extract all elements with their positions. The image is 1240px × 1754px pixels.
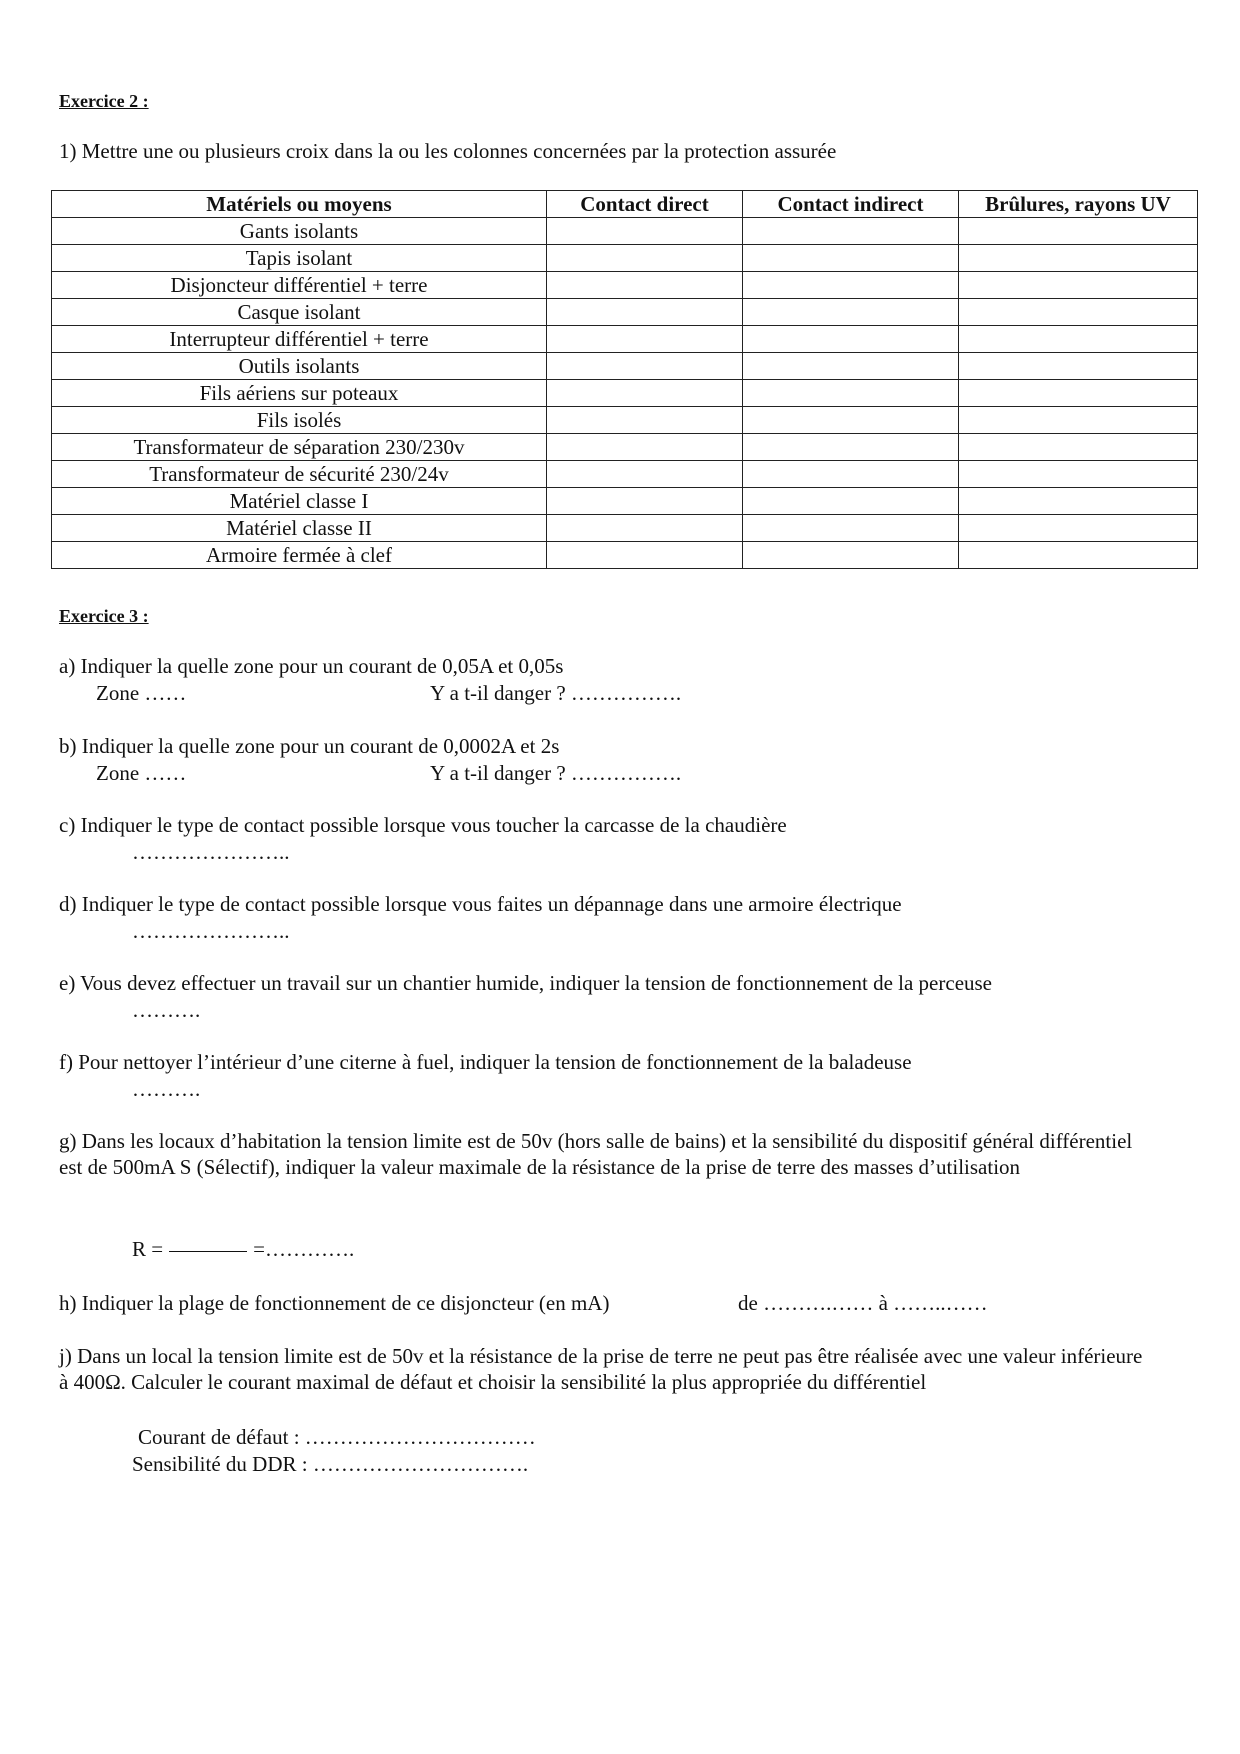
table-row bbox=[52, 380, 1198, 407]
checkbox-cell-brulures[interactable] bbox=[959, 218, 1198, 245]
checkbox-cell-brulures[interactable] bbox=[959, 542, 1198, 569]
question-e-answer[interactable]: ………. bbox=[132, 998, 201, 1022]
table-row bbox=[52, 461, 1198, 488]
row-label: Casque isolant bbox=[52, 299, 547, 326]
checkbox-cell-brulures[interactable] bbox=[959, 461, 1198, 488]
row-label: Tapis isolant bbox=[52, 245, 547, 272]
checkbox-cell-brulures[interactable] bbox=[959, 515, 1198, 542]
row-label: Fils isolés bbox=[52, 407, 547, 434]
col-header-brulures: Brûlures, rayons UV bbox=[959, 191, 1198, 218]
table-row bbox=[52, 272, 1198, 299]
checkbox-cell-contact-direct[interactable] bbox=[547, 434, 743, 461]
checkbox-cell-contact-direct[interactable] bbox=[547, 461, 743, 488]
row-label: Fils aériens sur poteaux bbox=[52, 380, 547, 407]
ex2-instruction: 1) Mettre une ou plusieurs croix dans la ou les colonnes concernées par la protection assurée bbox=[59, 139, 837, 163]
row-label: Outils isolants bbox=[52, 353, 547, 380]
checkbox-cell-contact-direct[interactable] bbox=[547, 515, 743, 542]
checkbox-cell-contact-indirect[interactable] bbox=[743, 299, 959, 326]
formula-left: R = bbox=[132, 1237, 164, 1261]
checkbox-cell-brulures[interactable] bbox=[959, 245, 1198, 272]
checkbox-cell-contact-direct[interactable] bbox=[547, 218, 743, 245]
question-e: e) Vous devez effectuer un travail sur un chantier humide, indiquer la tension de fonctionnement de la perceuse bbox=[59, 971, 993, 995]
table-row bbox=[52, 434, 1198, 461]
checkbox-cell-contact-direct[interactable] bbox=[547, 353, 743, 380]
question-b-zone[interactable]: Zone …… bbox=[96, 761, 187, 785]
checkbox-cell-contact-indirect[interactable] bbox=[743, 245, 959, 272]
row-label: Gants isolants bbox=[52, 218, 547, 245]
row-label: Interrupteur différentiel + terre bbox=[52, 326, 547, 353]
checkbox-cell-contact-indirect[interactable] bbox=[743, 326, 959, 353]
question-j-courant[interactable]: Courant de défaut : …………………………… bbox=[138, 1425, 536, 1449]
question-g-formula[interactable] bbox=[132, 1236, 354, 1262]
checkbox-cell-contact-indirect[interactable] bbox=[743, 272, 959, 299]
question-a-zone[interactable]: Zone …… bbox=[96, 681, 187, 705]
question-f-answer[interactable]: ………. bbox=[132, 1077, 201, 1101]
checkbox-cell-brulures[interactable] bbox=[959, 407, 1198, 434]
question-d-answer[interactable]: ………………….. bbox=[132, 919, 290, 943]
checkbox-cell-contact-direct[interactable] bbox=[547, 326, 743, 353]
checkbox-cell-brulures[interactable] bbox=[959, 353, 1198, 380]
question-j-sensibilite[interactable]: Sensibilité du DDR : …………………………. bbox=[132, 1452, 529, 1476]
question-g: g) Dans les locaux d’habitation la tension limite est de 50v (hors salle de bains) et la sensibilité du dispositif général différentiel est de 500mA S (Sélectif), indiquer la valeur maximale de la résistance de la prise de terre des masses d’utilisation bbox=[59, 1129, 1133, 1179]
checkbox-cell-contact-indirect[interactable] bbox=[743, 542, 959, 569]
checkbox-cell-brulures[interactable] bbox=[959, 326, 1198, 353]
col-header-contact-direct: Contact direct bbox=[547, 191, 743, 218]
table-row bbox=[52, 245, 1198, 272]
question-c: c) Indiquer le type de contact possible lorsque vous toucher la carcasse de la chaudière bbox=[59, 813, 787, 837]
checkbox-cell-contact-direct[interactable] bbox=[547, 299, 743, 326]
row-label: Transformateur de séparation 230/230v bbox=[52, 434, 547, 461]
fraction-line bbox=[169, 1251, 247, 1252]
row-label: Transformateur de sécurité 230/24v bbox=[52, 461, 547, 488]
question-f: f) Pour nettoyer l’intérieur d’une citerne à fuel, indiquer la tension de fonctionnement de la baladeuse bbox=[59, 1050, 912, 1074]
row-label: Disjoncteur différentiel + terre bbox=[52, 272, 547, 299]
col-header-materiels: Matériels ou moyens bbox=[52, 191, 547, 218]
checkbox-cell-brulures[interactable] bbox=[959, 299, 1198, 326]
checkbox-cell-brulures[interactable] bbox=[959, 380, 1198, 407]
row-label: Matériel classe II bbox=[52, 515, 547, 542]
question-h-range[interactable]: de ……….…… à ……..…… bbox=[738, 1291, 988, 1315]
table-header-row bbox=[52, 191, 1198, 218]
checkbox-cell-contact-indirect[interactable] bbox=[743, 380, 959, 407]
checkbox-cell-brulures[interactable] bbox=[959, 434, 1198, 461]
question-b-danger[interactable]: Y a t-il danger ? ……………. bbox=[430, 761, 682, 785]
checkbox-cell-contact-direct[interactable] bbox=[547, 542, 743, 569]
checkbox-cell-contact-indirect[interactable] bbox=[743, 218, 959, 245]
ex3-title: Exercice 3 : bbox=[59, 606, 149, 626]
checkbox-cell-contact-direct[interactable] bbox=[547, 488, 743, 515]
question-a-danger[interactable]: Y a t-il danger ? ……………. bbox=[430, 681, 682, 705]
checkbox-cell-contact-indirect[interactable] bbox=[743, 488, 959, 515]
table-row bbox=[52, 299, 1198, 326]
question-c-answer[interactable]: ………………….. bbox=[132, 840, 290, 864]
ex2-title: Exercice 2 : bbox=[59, 91, 149, 111]
question-j: j) Dans un local la tension limite est de 50v et la résistance de la prise de terre ne peut pas être réalisée avec une valeur inférieure à 400Ω. Calculer le courant maximal de défaut et choisir la sensibilité la plus appropriée du différentiel bbox=[59, 1344, 1143, 1394]
table-row bbox=[52, 326, 1198, 353]
table-row bbox=[52, 407, 1198, 434]
checkbox-cell-contact-indirect[interactable] bbox=[743, 515, 959, 542]
checkbox-cell-contact-indirect[interactable] bbox=[743, 353, 959, 380]
checkbox-cell-contact-direct[interactable] bbox=[547, 272, 743, 299]
table-row bbox=[52, 515, 1198, 542]
question-a: a) Indiquer la quelle zone pour un courant de 0,05A et 0,05s bbox=[59, 654, 564, 678]
checkbox-cell-contact-direct[interactable] bbox=[547, 380, 743, 407]
formula-right: =…………. bbox=[253, 1237, 355, 1261]
question-b: b) Indiquer la quelle zone pour un courant de 0,0002A et 2s bbox=[59, 734, 560, 758]
protection-table bbox=[51, 190, 1198, 569]
checkbox-cell-contact-indirect[interactable] bbox=[743, 461, 959, 488]
table-row bbox=[52, 488, 1198, 515]
question-d: d) Indiquer le type de contact possible lorsque vous faites un dépannage dans une armoire électrique bbox=[59, 892, 902, 916]
col-header-contact-indirect: Contact indirect bbox=[743, 191, 959, 218]
checkbox-cell-brulures[interactable] bbox=[959, 488, 1198, 515]
table-row bbox=[52, 218, 1198, 245]
table-row bbox=[52, 542, 1198, 569]
table-row bbox=[52, 353, 1198, 380]
checkbox-cell-contact-direct[interactable] bbox=[547, 245, 743, 272]
row-label: Armoire fermée à clef bbox=[52, 542, 547, 569]
checkbox-cell-contact-direct[interactable] bbox=[547, 407, 743, 434]
checkbox-cell-contact-indirect[interactable] bbox=[743, 434, 959, 461]
question-h: h) Indiquer la plage de fonctionnement de ce disjoncteur (en mA) bbox=[59, 1291, 610, 1315]
checkbox-cell-brulures[interactable] bbox=[959, 272, 1198, 299]
row-label: Matériel classe I bbox=[52, 488, 547, 515]
checkbox-cell-contact-indirect[interactable] bbox=[743, 407, 959, 434]
